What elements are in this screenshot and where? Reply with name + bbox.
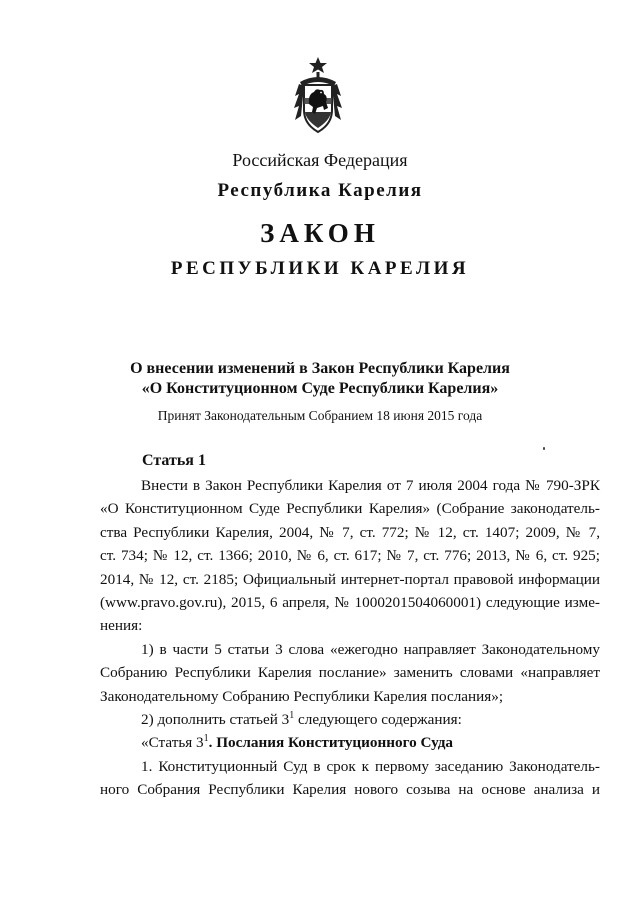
new-article-superscript: 1 bbox=[203, 733, 209, 745]
item-1 bbox=[100, 638, 600, 708]
law-subtitle: РЕСПУБЛИКИ КАРЕЛИЯ bbox=[170, 258, 470, 279]
new-article-prefix: «Статья 3 bbox=[141, 734, 204, 752]
text-line: «О Конституционном Суде Республики Карелия» (Собрание законодатель- bbox=[100, 500, 600, 518]
republic-name: Республика Карелия bbox=[217, 180, 423, 201]
item-2-prefix: 2) дополнить статьей 3 bbox=[141, 711, 290, 729]
law-title: ЗАКОН bbox=[260, 218, 380, 248]
document-title-line-2: «О Конституционном Суде Республики Карелия» bbox=[141, 380, 499, 397]
item-2-suffix: следующего содержания: bbox=[294, 711, 462, 729]
text-line: ст. 734; № 12, ст. 1366; 2010, № 6, ст. 617; № 7, ст. 776; 2013, № 6, ст. 925; bbox=[100, 547, 600, 565]
text-line: Внести в Закон Республики Карелия от 7 июля 2004 года № 790-ЗРК bbox=[141, 477, 600, 494]
point-1 bbox=[100, 755, 600, 802]
text-line: ства Республики Карелия, 2004, № 7, ст. 772; № 12, ст. 1407; 2009, № 7, bbox=[100, 523, 600, 541]
article-1-body bbox=[100, 474, 600, 802]
item-2-superscript: 1 bbox=[289, 710, 295, 721]
new-article-title: . Послания Конституционного Суда bbox=[208, 734, 454, 752]
text-line: 2014, № 12, ст. 2185; Официальный интернет-портал правовой информации bbox=[100, 570, 600, 588]
country-name: Российская Федерация bbox=[232, 150, 408, 170]
item-2 bbox=[100, 708, 600, 731]
article-1-heading: Статья 1 bbox=[142, 452, 206, 469]
text-line: Законодательному Собранию Республики Карелия послания»; bbox=[100, 687, 504, 705]
text-line: нения: bbox=[100, 617, 143, 635]
scan-speck bbox=[543, 447, 545, 450]
article-1-paragraph bbox=[100, 474, 600, 638]
text-line: 1. Конституционный Суд в срок к первому заседанию Законодатель- bbox=[141, 757, 600, 775]
document-title-line-1: О внесении изменений в Закон Республики Карелия bbox=[130, 360, 510, 377]
new-article-heading bbox=[100, 731, 600, 754]
coat-of-arms-emblem bbox=[290, 56, 346, 136]
adoption-note: Принят Законодательным Собранием 18 июня 2015 года bbox=[157, 408, 483, 423]
text-line: Собранию Республики Карелия послание» заменить словами «направляет bbox=[100, 664, 600, 682]
text-line: 1) в части 5 статьи 3 слова «ежегодно направляет Законодательному bbox=[141, 640, 600, 658]
text-line: (www.pravo.gov.ru), 2015, 6 апреля, № 1000201504060001) следующие изме- bbox=[100, 594, 600, 612]
text-line: ного Собрания Республики Карелия нового созыва на основе анализа и bbox=[100, 781, 600, 799]
